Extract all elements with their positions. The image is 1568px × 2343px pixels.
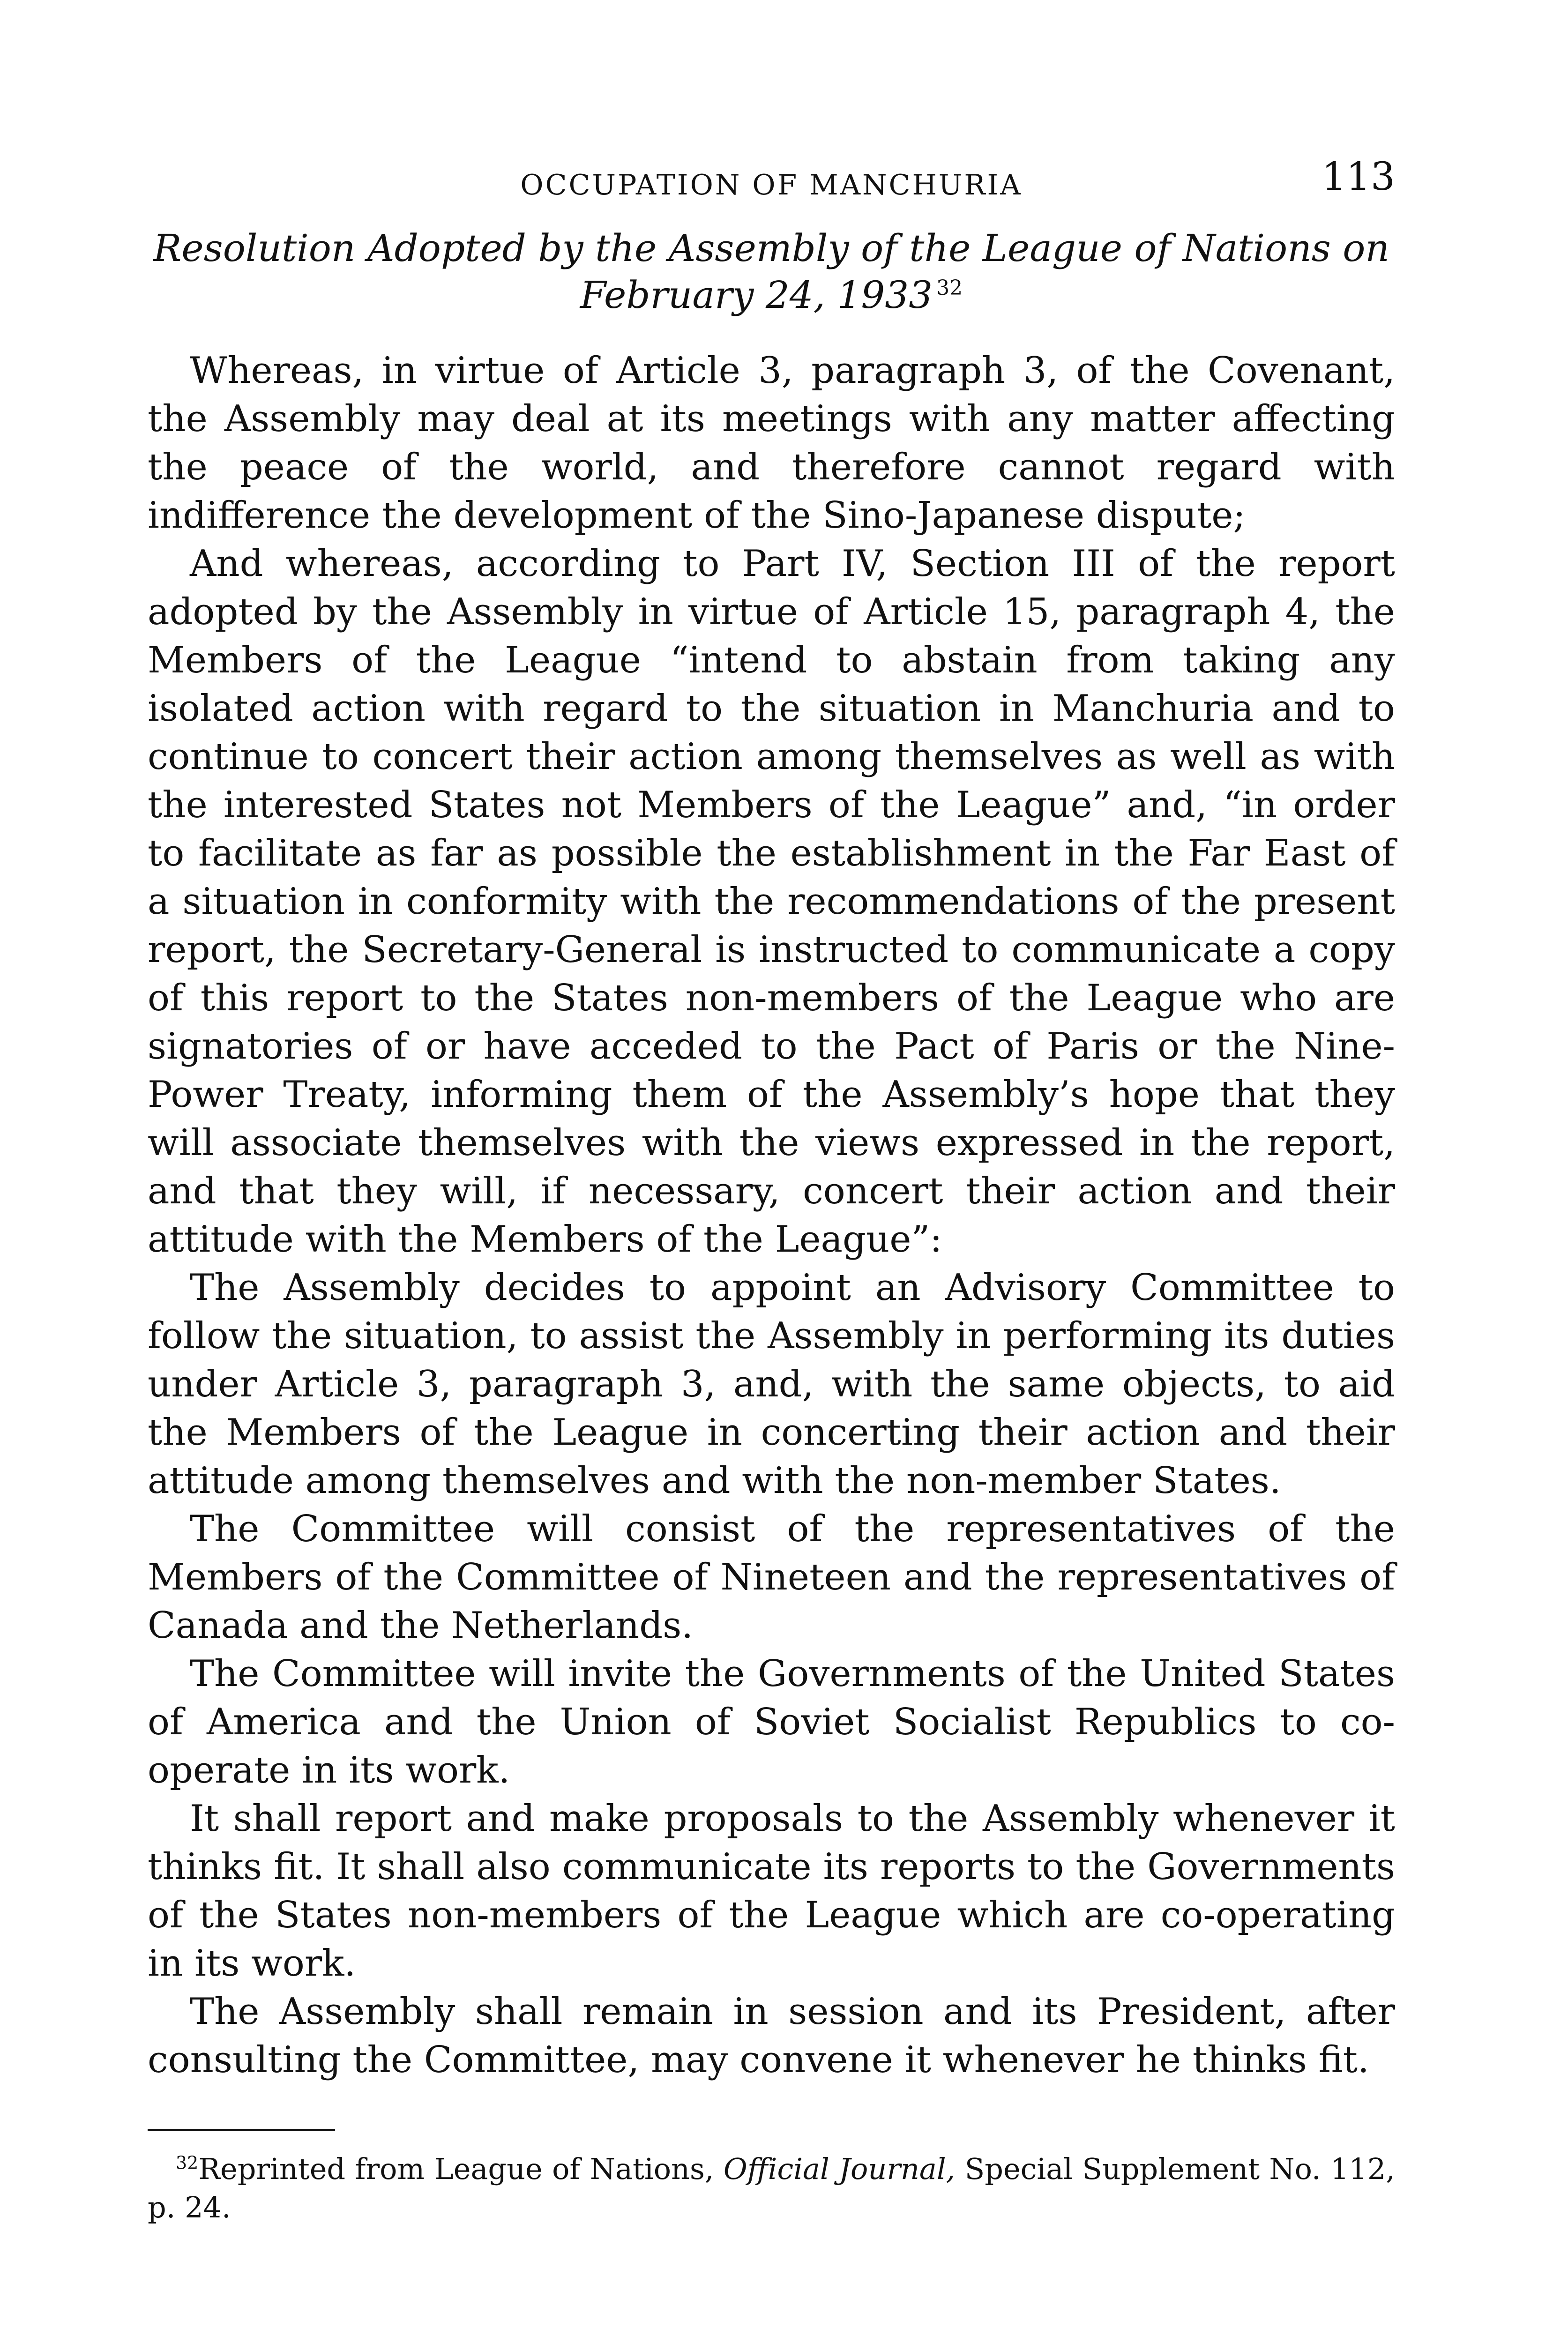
paragraph-advisory-committee: The Assembly decides to appoint an Advisory Committee to follow the situation, to assist the Assembly in performing its duties under Article 3, paragraph 3, and, with the same objects, to aid the Members of the League in concerting their action and their attitude among themselves and with the non-member States. (148, 1267, 1395, 1502)
page-number: 113 (1322, 155, 1395, 199)
paragraph-and-whereas: And whereas, according to Part IV, Section III of the report adopted by the Assembly in virtue of Article 15, paragraph 4, the Members of the League “intend to abstain from taking any isolated action with regard to the situation in Manchuria and to continue to concert their action among themselves as well as with the interested States not Members of the League” and, “in order to facilitate as far as possible the establishment in the Far East of a situation in conformity with the recommendations of the present report, the Secretary-General is instructed to communicate a copy of this report to the States non-members of the League who are signatories of or have acceded to the Pact of Paris or the Nine-Power Treaty, informing them of the Assembly’s hope that they will associate themselves with the views expressed in the report, and that they will, if necessary, concert their action and their attitude with the Members of the League”: (148, 543, 1395, 1261)
running-head (148, 155, 1395, 206)
footnote-journal: Official Journal, (723, 2152, 956, 2186)
document-page (148, 155, 1395, 2227)
footnote-text-after: Special Supplement No. 112, p. 24. (148, 2152, 1395, 2224)
body-text (148, 347, 1395, 2084)
footnote-marker: 32 (176, 2152, 199, 2173)
title-date: February 24, 1933 (580, 273, 933, 317)
title-line-2 (148, 272, 1395, 319)
paragraph-session: The Assembly shall remain in session and its President, after consulting the Committee, may convene it whenever he thinks fit. (148, 1991, 1395, 2081)
footnote-divider (148, 2129, 335, 2131)
footnote-text-before: Reprinted from League of Nations, (198, 2152, 714, 2186)
title-footnote-ref: 32 (936, 276, 963, 300)
paragraph-committee-composition: The Committee will consist of the representatives of the Members of the Committee of Nineteen and the representatives of Canada and the Netherlands. (148, 1508, 1395, 1647)
paragraph-invitation: The Committee will invite the Governments of the United States of America and the Union of Soviet Socialist Republics to co-operate in its work. (148, 1653, 1395, 1791)
paragraph-reports: It shall report and make proposals to the Assembly whenever it thinks fit. It shall also communicate its reports to the Governments of the States non-members of the League which are co-operating in its work. (148, 1798, 1395, 1985)
footnote (148, 2150, 1395, 2227)
title-line-1: Resolution Adopted by the Assembly of the League of Nations on (153, 226, 1389, 270)
running-title: OCCUPATION OF MANCHURIA (520, 169, 1023, 201)
paragraph-whereas: Whereas, in virtue of Article 3, paragraph 3, of the Covenant, the Assembly may deal at its meetings with any matter affecting the peace of the world, and therefore cannot regard with indifference the development of the Sino-Japanese dispute; (148, 350, 1395, 537)
document-title (148, 225, 1395, 319)
